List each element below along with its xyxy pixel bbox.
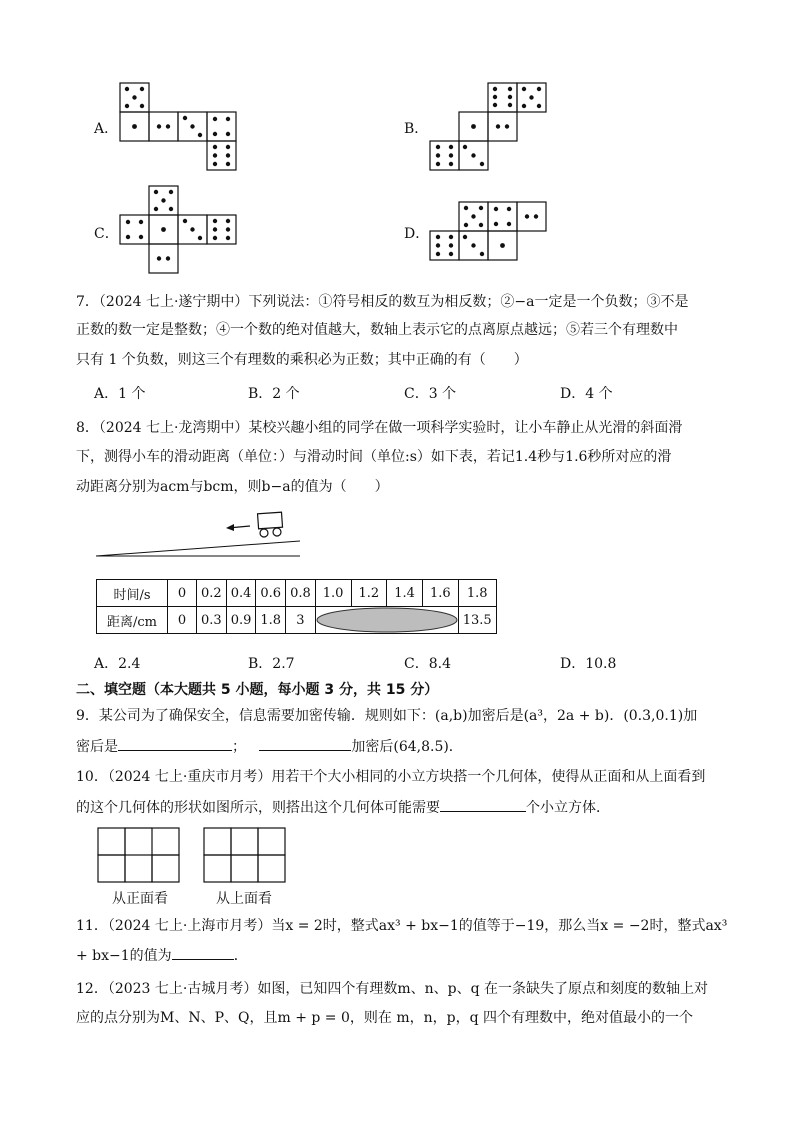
answer-blank[interactable] <box>118 736 232 751</box>
q11-line-2-text-b: ． <box>233 948 248 964</box>
q8-option-c: C．8.4 <box>404 656 451 672</box>
q7-option-c: C．3 个 <box>404 386 457 402</box>
section-heading: 二、填空题（本大题共 5 小题，每小题 3 分，共 15 分） <box>76 682 439 698</box>
option-d-label: D． <box>404 226 430 242</box>
q11-line-1: 11．（2024 七上·上海市月考）当x = 2时，整式ax³ + bx−1的值等于−19，那么当x = −2时，整式ax³ <box>76 918 728 934</box>
table-cell: 1.0 <box>315 580 351 607</box>
option-a-label: A． <box>94 121 119 137</box>
q11-line-2-text-a: + bx−1的值为 <box>76 948 172 964</box>
q7-option-b: B．2 个 <box>248 386 300 402</box>
q7-line-3: 只有 1 个负数，则这三个有理数的乘积必为正数；其中正确的有（ ） <box>76 352 528 368</box>
three-view-figure <box>96 826 296 886</box>
q8-line-1: 8．（2024 七上·龙湾期中）某校兴趣小组的同学在做一项科学实验时，让小车静止从光滑的斜面滑 <box>76 420 683 436</box>
table-cell: 0.8 <box>286 580 316 607</box>
incline-cart-figure <box>90 505 310 565</box>
answer-blank[interactable] <box>440 797 526 812</box>
table-row <box>97 607 497 634</box>
table-cell: 1.4 <box>387 580 423 607</box>
option-b-label: B． <box>404 121 429 137</box>
table-cell: 3 <box>286 607 316 634</box>
q12-line-1: 12．（2023 七上·古城月考）如图，已知四个有理数m、n、p、q 在一条缺失了原点和刻度的数轴上对 <box>76 981 709 997</box>
table-cell: 1.6 <box>423 580 459 607</box>
q8-line-3: 动距离分别为acm与bcm，则b−a的值为（ ） <box>76 479 389 495</box>
table-cell: 0 <box>168 607 197 634</box>
q10-line-1: 10．（2024 七上·重庆市月考）用若干个大小相同的小立方块搭一个几何体，使得从正面和从上面看到 <box>76 769 706 785</box>
hidden-values-cell <box>315 607 458 634</box>
time-distance-table <box>96 579 497 634</box>
q8-line-2: 下，测得小车的滑动距离（单位：）与滑动时间（单位:s）如下表，若记1.4秒与1.6秒所对应的滑 <box>76 449 672 465</box>
q11-line-2 <box>76 945 248 966</box>
table-header-cell: 距离/cm <box>97 607 168 634</box>
q8-option-d: D．10.8 <box>560 656 617 672</box>
q10-line-2-text-b: 个小立方体． <box>526 800 610 816</box>
table-header-cell: 时间/s <box>97 580 168 607</box>
q9-line-2-text-a: 密后是 <box>76 739 118 755</box>
table-cell: 0.3 <box>197 607 227 634</box>
dice-nets-figure <box>0 0 794 280</box>
front-view-label: 从正面看 <box>112 891 168 907</box>
table-cell: 0.2 <box>197 580 227 607</box>
table-cell: 0 <box>168 580 197 607</box>
table-cell: 1.8 <box>458 580 496 607</box>
table-row <box>97 580 497 607</box>
q8-option-b: B．2.7 <box>248 656 295 672</box>
table-cell: 1.8 <box>256 607 286 634</box>
table-cell: 1.2 <box>351 580 387 607</box>
gray-ellipse-cover <box>316 607 458 633</box>
q9-line-2-text-c: 加密后(64,8.5)． <box>351 739 463 755</box>
q7-line-2: 正数的数一定是整数；④一个数的绝对值越大，数轴上表示它的点离原点越远；⑤若三个有理数中 <box>76 322 678 338</box>
q12-line-2: 应的点分别为M、N、P、Q，且m + p = 0，则在 m，n，p，q 四个有理数中，绝对值最小的一个 <box>76 1010 694 1026</box>
q8-option-a: A．2.4 <box>94 656 141 672</box>
q10-line-2-text-a: 的这个几何体的形状如图所示，则搭出这个几何体可能需要 <box>76 800 440 816</box>
q10-line-2 <box>76 797 610 818</box>
q7-line-1: 7．（2024 七上·遂宁期中）下列说法：①符号相反的数互为相反数；②−a一定是一个负数；③不是 <box>76 294 689 310</box>
table-cell: 0.9 <box>226 607 256 634</box>
q9-line-1: 9．某公司为了确保安全，信息需要加密传输．规则如下：(a,b)加密后是(a³，2a + b)．(0.3,0.1)加 <box>76 708 698 724</box>
q9-line-2 <box>76 736 463 757</box>
option-c-label: C． <box>94 226 119 242</box>
answer-blank[interactable] <box>172 945 234 960</box>
q9-line-2-text-b: ； <box>232 739 246 755</box>
table-cell: 0.6 <box>256 580 286 607</box>
table-cell: 13.5 <box>458 607 496 634</box>
top-view-label: 从上面看 <box>216 891 272 907</box>
answer-blank[interactable] <box>259 736 351 751</box>
table-cell: 0.4 <box>226 580 256 607</box>
q7-option-a: A．1 个 <box>94 386 146 402</box>
q7-option-d: D．4 个 <box>560 386 613 402</box>
